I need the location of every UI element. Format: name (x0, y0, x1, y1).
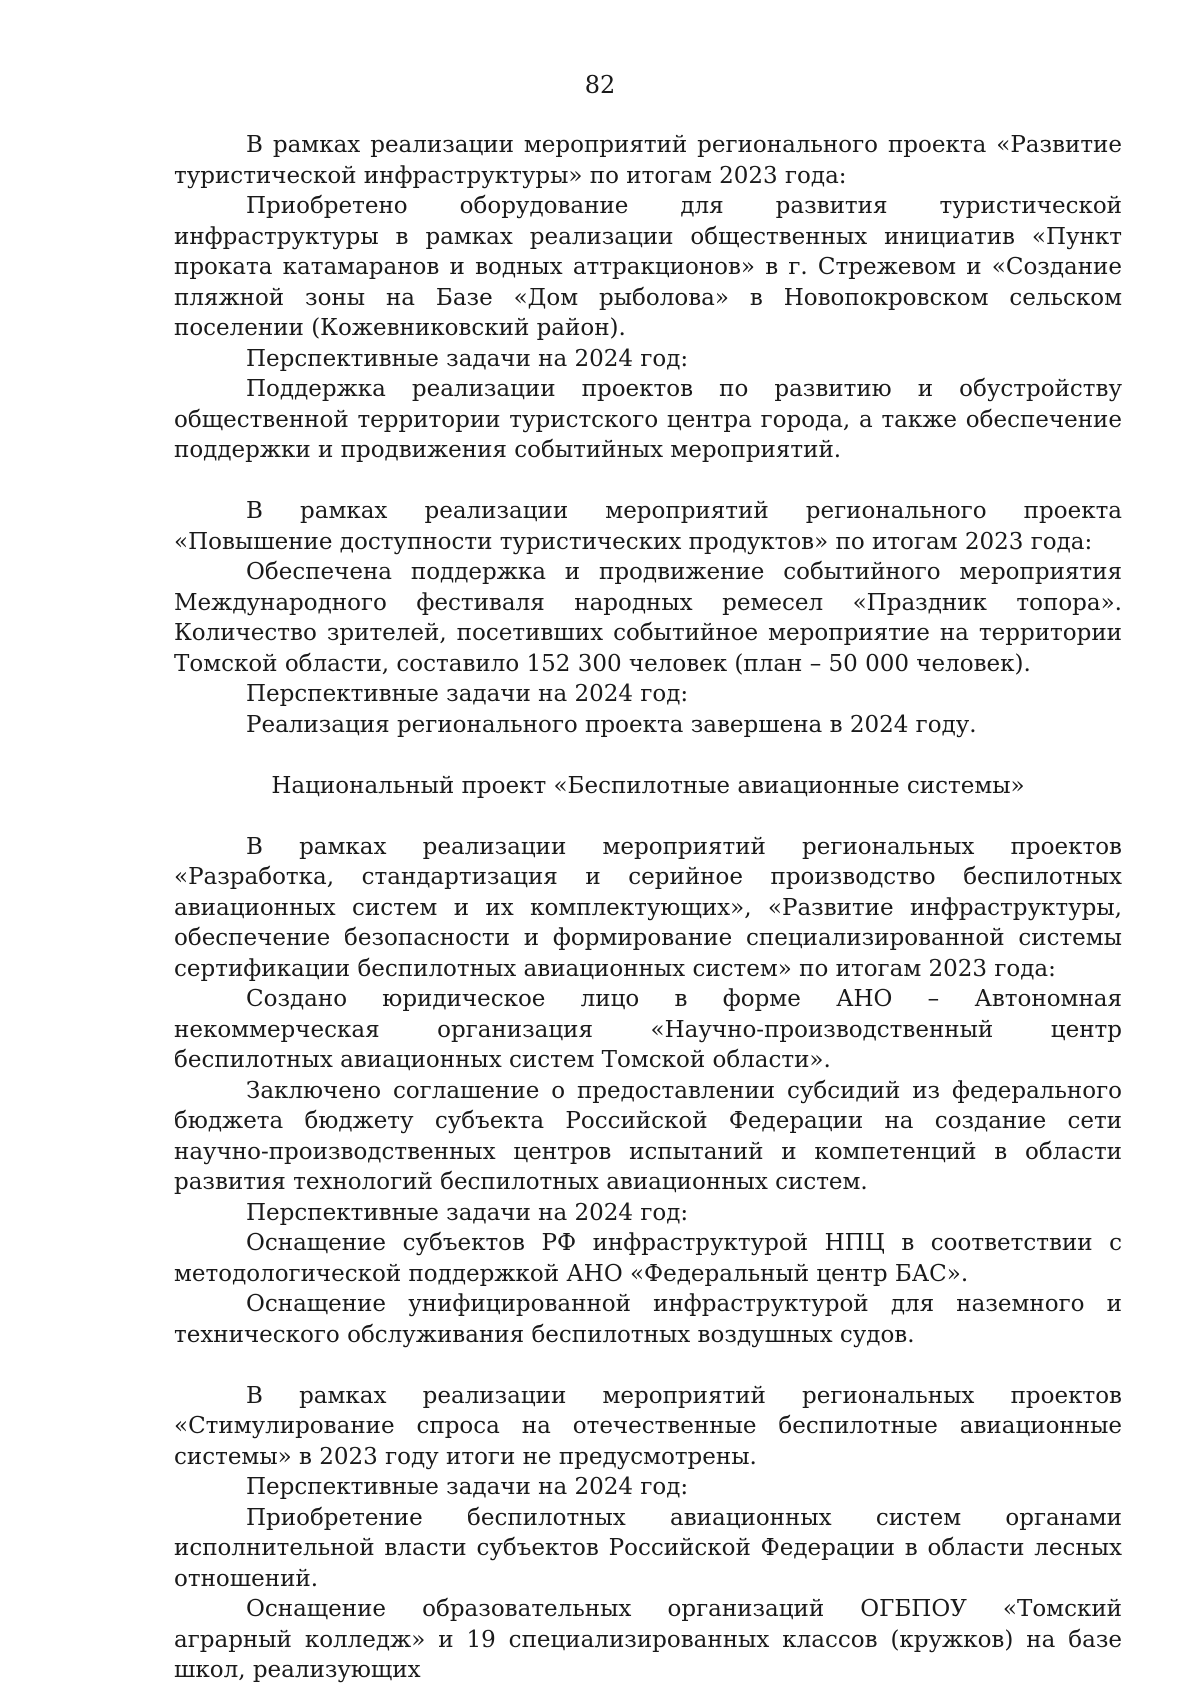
paragraph: Оснащение образовательных организаций ОГБПОУ «Томский аграрный колледж» и 19 специализированных классов (кружков) на базе школ, реализующих (174, 1596, 1122, 1683)
paragraph: Перспективные задачи на 2024 год: (246, 1199, 689, 1226)
paragraph: В рамках реализации мероприятий регионального проекта «Повышение доступности туристических продуктов» по итогам 2023 года: (174, 498, 1122, 555)
paragraph-spacer (174, 801, 1122, 832)
paragraph: Перспективные задачи на 2024 год: (246, 681, 689, 707)
paragraph: В рамках реализации мероприятий региональных проектов «Стимулирование спроса на отечественные беспилотные авиационные системы» в 2023 году итоги не предусмотрены. (174, 1382, 1122, 1470)
paragraph: В рамках реализации мероприятий регионального проекта «Развитие туристической инфраструктуры» по итогам 2023 года: (174, 132, 1122, 189)
paragraph: Обеспечена поддержка и продвижение событийного мероприятия Международного фестиваля народных ремесел «Праздник топора». Количество зрителей, посетивших событийное мероприятие на территории Томской области, составило 152 300 человек (план – 50 000 человек). (174, 559, 1122, 677)
document-body (174, 130, 1122, 1686)
paragraph-spacer (174, 740, 1122, 771)
paragraph: Создано юридическое лицо в форме АНО – Автономная некоммерческая организация «Научно-производственный центр беспилотных авиационных систем Томской области». (174, 986, 1122, 1073)
paragraph: Оснащение субъектов РФ инфраструктурой НПЦ в соответствии с методологической поддержкой АНО «Федеральный центр БАС». (174, 1230, 1122, 1287)
paragraph: Перспективные задачи на 2024 год: (246, 1474, 689, 1500)
paragraph: Приобретено оборудование для развития туристической инфраструктуры в рамках реализации общественных инициатив «Пункт проката катамаранов и водных аттракционов» в г. Стрежевом и «Создание пляжной зоны на Базе «Дом рыболова» в Новопокровском сельском поселении (Кожевниковский район). (174, 193, 1122, 341)
paragraph: Реализация регионального проекта завершена в 2024 году. (246, 711, 977, 738)
paragraph-spacer (174, 1350, 1122, 1381)
paragraph-spacer (174, 466, 1122, 497)
paragraph: Поддержка реализации проектов по развитию и обустройству общественной территории туристского центра города, а также обеспечение поддержки и продвижения событийных мероприятий. (174, 376, 1122, 463)
section-heading: Национальный проект «Беспилотные авиационные системы» (271, 772, 1025, 799)
paragraph: Оснащение унифицированной инфраструктурой для наземного и технического обслуживания беспилотных воздушных судов. (174, 1291, 1122, 1348)
paragraph: В рамках реализации мероприятий региональных проектов «Разработка, стандартизация и серийное производство беспилотных авиационных систем и их комплектующих», «Развитие инфраструктуры, обеспечение безопасности и формирование специализированной системы сертификации беспилотных авиационных систем» по итогам 2023 года: (174, 833, 1122, 982)
page-number: 82 (584, 71, 616, 99)
paragraph: Перспективные задачи на 2024 год: (246, 345, 689, 372)
paragraph: Приобретение беспилотных авиационных систем органами исполнительной власти субъектов Российской Федерации в области лесных отношений. (174, 1504, 1122, 1592)
paragraph: Заключено соглашение о предоставлении субсидий из федерального бюджета бюджету субъекта Российской Федерации на создание сети научно-производственных центров испытаний и компетенций в области развития технологий беспилотных авиационных систем. (174, 1077, 1122, 1195)
